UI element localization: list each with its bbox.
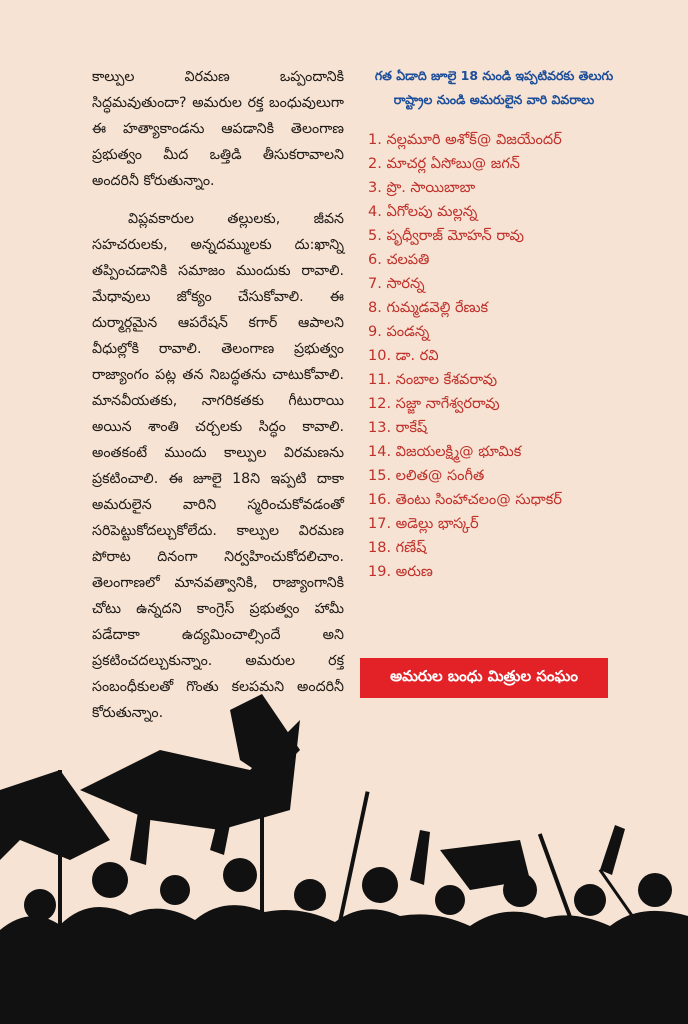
martyrs-section: [364, 64, 624, 584]
list-item: 18. గణేష్: [368, 540, 427, 556]
head: [92, 862, 128, 898]
head: [24, 889, 56, 921]
paragraph-1: కాల్పుల విరమణ ఒప్పందానికి సిద్ధమవుతుందా? అమరుల రక్త బంధువులుగా ఈ హత్యాకాండను ఆపడానికి తెలంగాణ ప్రభుత్వం మీద ఒత్తిడి తీసుకరావాలని అందరినీ కోరుతున్నాం.: [92, 69, 344, 189]
list-item: 13. రాకేష్: [368, 420, 428, 436]
list-item: 8. గుమ్మడవెల్లి రేణుక: [368, 300, 489, 316]
list-item: 17. అడెల్లు భాస్కర్: [368, 516, 479, 532]
list-item: 14. విజయలక్ష్మి@ భూమిక: [368, 444, 522, 460]
head: [638, 873, 672, 907]
list-item: 1. నల్లమూరి అశోక్@ విజయేందర్: [368, 132, 562, 148]
martyrs-list: [364, 128, 624, 584]
list-item: 15. లలిత@ సంగీత: [368, 468, 485, 484]
list-item: 10. డా. రవి: [368, 348, 439, 364]
head: [362, 867, 398, 903]
pole: [58, 770, 62, 930]
list-item: 16. తెంటు సింహాచలం@ సుధాకర్: [368, 492, 562, 508]
organization-banner: అమరుల బంధు మిత్రుల సంఘం: [360, 658, 608, 698]
raised-arm: [600, 825, 625, 875]
list-item: 4. ఏగోలపు మల్లన్న: [368, 204, 478, 220]
head: [503, 873, 537, 907]
article-body: [92, 64, 344, 738]
head: [294, 879, 326, 911]
list-item: 3. ప్రొ. సాయిబాబా: [368, 180, 476, 196]
paragraph-2: విప్లవకారుల తల్లులకు, జీవన సహచరులకు, అన్నదమ్ములకు దు:ఖాన్ని తప్పించడానికి సమాజం ముందుకు రావాలి. మేధావులు జోక్యం చేసుకోవాలి. ఈ దుర్మార్గమైన ఆపరేషన్ కగార్ ఆపాలని వీధుల్లోకి రావాలి. తెలంగాణ ప్రభుత్వం రాజ్యాంగం పట్ల తన నిబద్ధతను చాటుకోవాలి. మానవీయతకు, నాగరికతకు గీటురాయి అయిన శాంతి చర్చలకు సిద్ధం కావాలి. అంతకంటే ముందు కాల్పుల విరమణను ప్రకటించాలి. ఈ జూలై 18ని ఇప్పటి దాకా అమరులైన వారిని స్మరించుకోవడంతో సరిపెట్టుకోదల్చుకోలేదు. కాల్పుల విరమణ పోరాట దినంగా నిర్వహించుకోదలిచాం. తెలంగాణలో మానవత్వానికి, రాజ్యాంగానికి చోటు ఉన్నదని కాంగ్రెస్ ప్రభుత్వం హామీ పడేదాకా ఉద్యమించాల్సిందే అని ప్రకటించదల్చుకున్నాం. అమరుల రక్త సంబంధీకులతో గొంతు కలపమని అందరినీ కోరుతున్నాం.: [92, 211, 344, 721]
head: [574, 884, 606, 916]
protest-crowd-silhouette: [0, 690, 688, 1024]
list-item: 11. నంబాల కేశవరావు: [368, 372, 498, 388]
head: [223, 858, 257, 892]
list-item: 12. సజ్జా నాగేశ్వరరావు: [368, 396, 500, 412]
crowd-mass: [0, 905, 688, 1024]
martyrs-list-heading: గత ఏడాది జూలై 18 నుండి ఇప్పటివరకు తెలుగు రాష్ట్రాల నుండి అమరులైన వారి వివరాలు: [374, 68, 614, 107]
list-item: 19. అరుణ: [368, 564, 433, 580]
list-item: 5. పృధ్వీరాజ్ మోహన్ రావు: [368, 228, 524, 244]
raised-arm: [410, 830, 430, 885]
list-item: 6. చలపతి: [368, 252, 430, 268]
pole: [260, 710, 264, 930]
list-item: 7. సారన్న: [368, 276, 425, 292]
list-item: 2. మాచర్ల ఏసోబు@ జగన్: [368, 156, 520, 172]
head: [435, 885, 465, 915]
head: [160, 875, 190, 905]
list-item: 9. పండన్న: [368, 324, 430, 340]
